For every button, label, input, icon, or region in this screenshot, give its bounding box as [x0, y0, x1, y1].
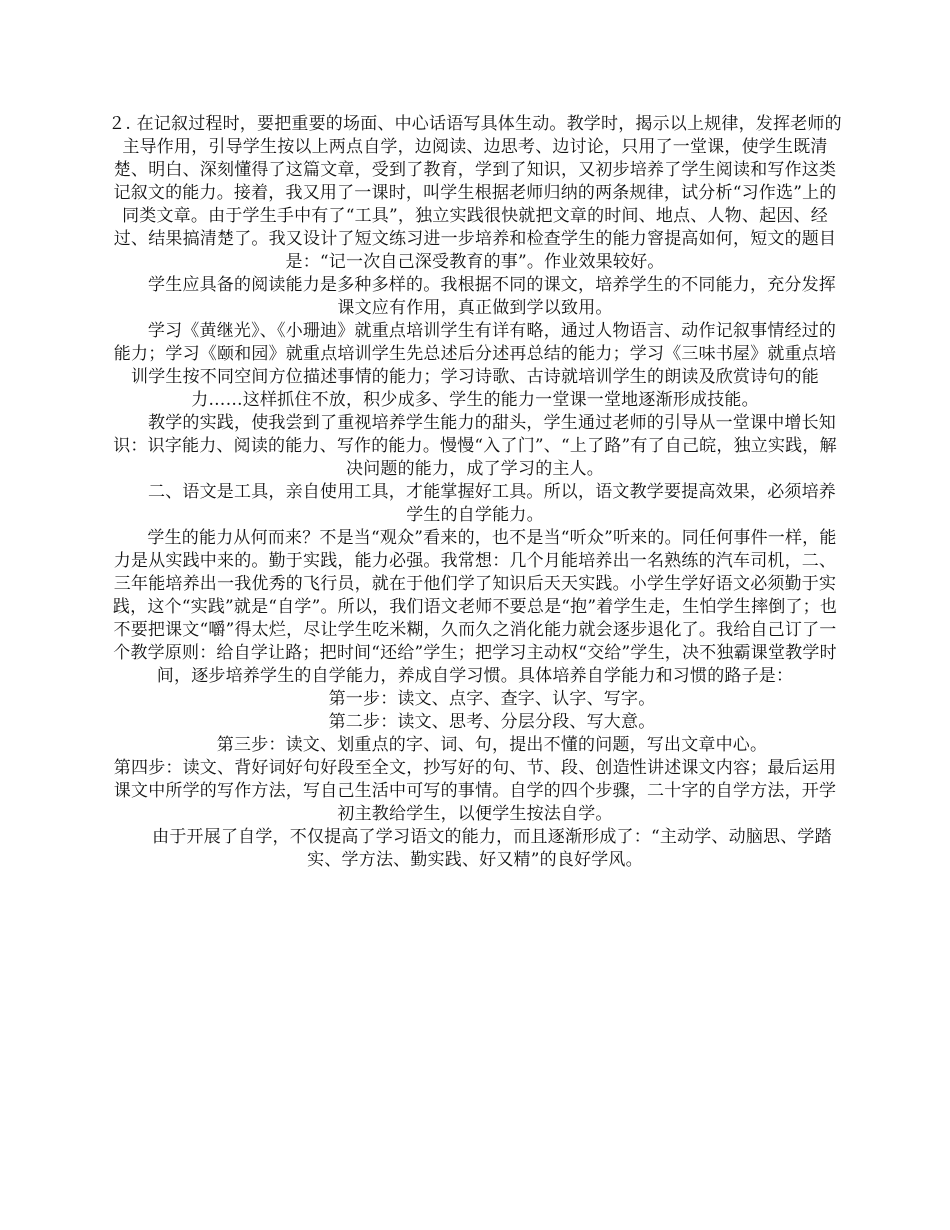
- paragraph-teaching-practice: 教学的实践，使我尝到了重视培养学生能力的甜头，学生通过老师的引导从一堂课中增长知识：识字能力、阅读的能力、写作的能力。慢慢“入了门”、“上了路”有了自己皖，独立实践，解决问题的能力，成了学习的主人。: [113, 413, 837, 479]
- step-one: 第一步：读文、点字、查字、认字、写字。: [328, 689, 656, 709]
- step-two: 第二步：读文、思考、分层分段、写大意。: [328, 712, 656, 732]
- paragraph-reading-abilities: 学生应具备的阅读能力是多种多样的。我根据不同的课文，培养学生的不同能力，充分发挥课文应有作用，真正做到学以致用。: [148, 275, 836, 318]
- step-four: 第四步：读文、背好词好句好段至全文，抄写好的句、节、段、创造性讲述课文内容；最后运用课文中所学的写作方法，写自己生活中可写的事情。自学的四个步骤，二十字的自学方法，开学初主教给学生，以便学生按法自学。: [113, 758, 837, 824]
- paragraph-conclusion: 由于开展了自学，不仅提高了学习语文的能力，而且逐渐形成了：“主动学、动脑思、学踏实、学方法、勤实践、好又精”的良好学风。: [152, 827, 832, 870]
- paragraph-lesson-examples: 学习《黄继光》、《小珊迪》就重点培训学生有详有略，通过人物语言、动作记叙事情经过的能力；学习《颐和园》就重点培训学生先总述后分述再总结的能力；学习《三味书屋》就重点培训学生按不同空间方位描述事情的能力；学习诗歌、古诗就培训学生的朗读及欣赏诗句的能力……这样抓住不放，积少成多、学生的能力一堂课一堂地逐渐形成技能。: [113, 321, 837, 410]
- paragraph-practice-origin: 学生的能力从何而来？不是当“观众”看来的，也不是当“听众”听来的。同任何事件一样，能力是从实践中来的。勤于实践，能力必强。我常想：几个月能培养出一名熟练的汽车司机，二、三年能培养出一我优秀的飞行员，就在于他们学了知识后天天实践。小学生学好语文必须勤于实践，这个“实践”就是“自学”。所以，我们语文老师不要总是“抱”着学生走，生怕学生摔倒了；也不要把课文“嚼”得太烂，尽让学生吃米糊，久而久之消化能力就会逐步退化了。我给自己订了一个教学原则：给自学让路；把时间“还给”学生；把学习主动权“交给”学生，决不独霸课堂教学时间，逐步培养学生的自学能力，养成自学习惯。具体培养自学能力和习惯的路子是：: [112, 528, 838, 686]
- step-three: 第三步：读文、划重点的字、词、句，提出不懂的问题，写出文章中心。: [216, 735, 768, 755]
- paragraph-writing-method: ２. 在记叙过程时，要把重要的场面、中心话语写具体生动。教学时，揭示以上规律，发挥老师的主导作用，引导学生按以上两点自学，边阅读、边思考、边讨论，只用了一堂课，使学生既清楚、明白、深刻懂得了这篇文章，受到了教育，学到了知识，又初步培养了学生阅读和写作这类记叙文的能力。接着，我又用了一课时，叫学生根据老师归纳的两条规律，试分析“习作选”上的同类文章。由于学生手中有了“工具”，独立实践很快就把文章的时间、地点、人物、起因、经过、结果搞清楚了。我又设计了短文练习进一步培养和检查学生的能力窨提高如何，短文的题目是：“记一次自己深受教育的事”。作业效果较好。: [108, 114, 842, 272]
- section-heading-self-study: 二、语文是工具，亲自使用工具，才能掌握好工具。所以，语文教学要提高效果，必须培养学生的自学能力。: [148, 482, 836, 525]
- document-page: [108, 113, 842, 872]
